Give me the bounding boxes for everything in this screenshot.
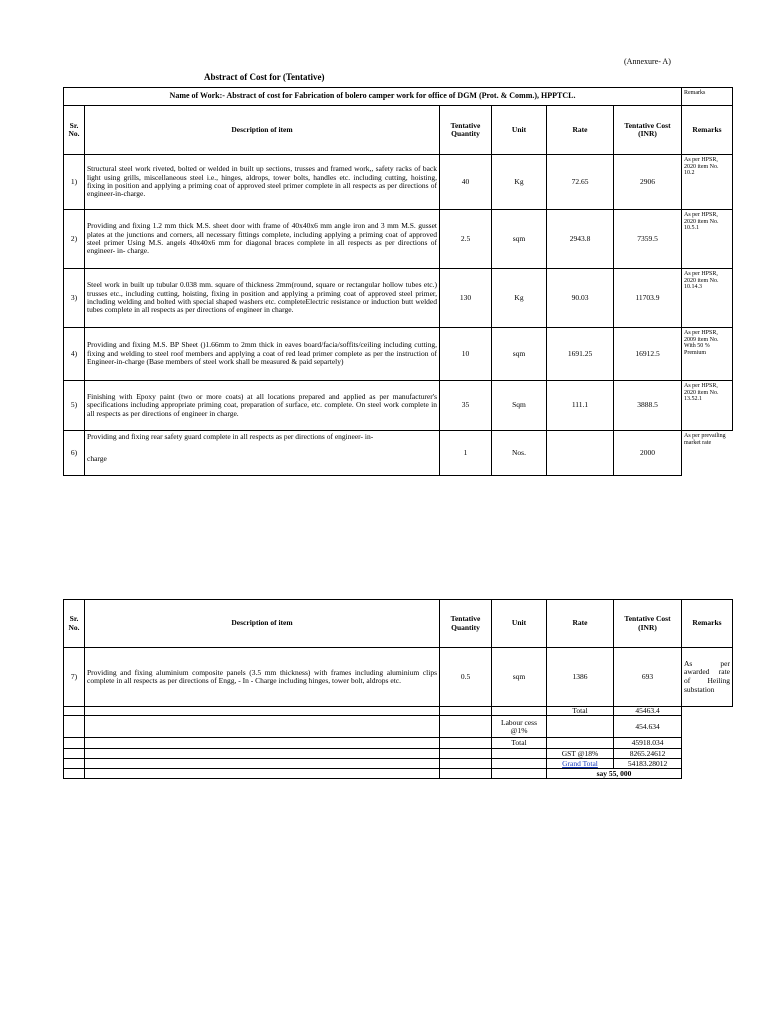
cell-remarks: As per HPSR, 2020 item No. 10.5.1 bbox=[682, 210, 733, 269]
name-of-work: Name of Work:- Abstract of cost for Fabrication of bolero camper work for office of DGM (Prot. & Comm.), HPPTCL. bbox=[64, 88, 682, 106]
cell-quantity: 10 bbox=[440, 328, 492, 381]
summary-row-labour bbox=[64, 716, 733, 738]
cell-rate bbox=[547, 431, 614, 476]
table-row bbox=[64, 269, 733, 328]
cell-rate: 1386 bbox=[547, 648, 614, 707]
cell-quantity: 0.5 bbox=[440, 648, 492, 707]
summary-row-gst bbox=[64, 749, 733, 759]
cell-unit: sqm bbox=[492, 328, 547, 381]
header-quantity: Tentative Quantity bbox=[440, 600, 492, 648]
cell-sr: 1) bbox=[64, 155, 85, 210]
cell-description: Providing and fixing 1.2 mm thick M.S. sheet door with frame of 40x40x6 mm angle iron and 3 mm M.S. gusset plates at the junctions and corners, all necessary fittings complete, including applying a priming coat of approved steel primer Using M.S. angels 40x40x6 mm for diagonal braces complete in all respects as per directions of engineer- in- charge. bbox=[85, 210, 440, 269]
cell-unit: Sqm bbox=[492, 381, 547, 431]
cell-cost: 11703.9 bbox=[614, 269, 682, 328]
header-unit: Unit bbox=[492, 600, 547, 648]
summary-row-grand-total bbox=[64, 759, 733, 769]
header-remarks: Remarks bbox=[682, 600, 733, 648]
table-row bbox=[64, 155, 733, 210]
header-cost: Tentative Cost (INR) bbox=[614, 106, 682, 155]
gst-value: 8265.24612 bbox=[614, 749, 682, 759]
table-row bbox=[64, 431, 733, 476]
total-label: Total bbox=[547, 707, 614, 716]
header-remarks: Remarks bbox=[682, 106, 733, 155]
labour-cess-label: Labour cess @1% bbox=[492, 716, 547, 738]
abstract-title: Abstract of Cost for (Tentative) bbox=[204, 72, 325, 82]
table-header bbox=[64, 600, 733, 648]
table-row bbox=[64, 648, 733, 707]
cell-unit: Kg bbox=[492, 269, 547, 328]
cell-sr: 4) bbox=[64, 328, 85, 381]
cell-rate: 72.65 bbox=[547, 155, 614, 210]
cell-description: Providing and fixing rear safety guard complete in all respects as per directions of engineer- in- bbox=[87, 432, 374, 441]
total2-value: 45918.034 bbox=[614, 738, 682, 749]
cell-sr: 3) bbox=[64, 269, 85, 328]
cell-unit: Nos. bbox=[492, 431, 547, 476]
total2-label: Total bbox=[492, 738, 547, 749]
cell-description: Finishing with Epoxy paint (two or more coats) at all locations prepared and applied as per manufacturer's specifications including appropriate priming coat, preparation of surface, etc. complete. On steel work complete in all respects as per directions of engineer in charge. bbox=[85, 381, 440, 431]
cell-sr: 5) bbox=[64, 381, 85, 431]
grand-total-link[interactable]: Grand Total bbox=[562, 758, 598, 768]
total-value: 45463.4 bbox=[614, 707, 682, 716]
say-amount: say 55, 000 bbox=[547, 769, 682, 779]
cost-table-main bbox=[63, 87, 733, 476]
cell-remarks: As per HPSR, 2020 item No. 13.52.1 bbox=[682, 381, 733, 431]
cell-cost: 693 bbox=[614, 648, 682, 707]
cell-remarks: As per prevailing market rate bbox=[684, 433, 726, 446]
cell-description: Structural steel work riveted, bolted or welded in built up sections, trusses and framed work,, safety racks of back light using grills, miscellaneous steel i.e., hinges, aldrops, tower bolts, handles etc. including cutting, hoisting, fixing in position and applying a priming coat of approved steel primer complete in all respects as per directions of engineer-in-charge. bbox=[85, 155, 440, 210]
header-sr: Sr. No. bbox=[64, 600, 85, 648]
cell-remarks: As per HPSR, 2020 item No. 10.14.3 bbox=[682, 269, 733, 328]
cell-sr: 7) bbox=[64, 648, 85, 707]
header-sr: Sr. No. bbox=[64, 106, 85, 155]
cell-cost: 2906 bbox=[614, 155, 682, 210]
summary-row-total bbox=[64, 707, 733, 716]
cell-quantity: 35 bbox=[440, 381, 492, 431]
summary-row-say bbox=[64, 769, 733, 779]
cell-description: Providing and fixing aluminium composite panels (3.5 mm thickness) with frames including aluminium clips complete in all respects as per directions of Engg, - In - Charge including hinges, tower bolt, aldrops etc. bbox=[85, 648, 440, 707]
header-description: Description of item bbox=[85, 106, 440, 155]
cell-quantity: 1 bbox=[440, 431, 492, 476]
cell-rate: 111.1 bbox=[547, 381, 614, 431]
cell-cost: 2000 bbox=[614, 431, 682, 476]
cell-quantity: 130 bbox=[440, 269, 492, 328]
cell-remarks: As per HPSR, 2009 item No. With 50 % Premium bbox=[682, 328, 733, 381]
summary-row-total2 bbox=[64, 738, 733, 749]
cell-unit: Kg bbox=[492, 155, 547, 210]
annexure-label: (Annexure- A) bbox=[624, 57, 671, 66]
cell-rate: 2943.8 bbox=[547, 210, 614, 269]
cell-remarks: As per HPSR, 2020 item No. 10.2 bbox=[682, 155, 733, 210]
cell-description: Steel work in built up tubular 0.038 mm. square of thickness 2mm(round, square or rectangular hollow tubes etc.) trusses etc., including cutting, hoisting, fixing in position and applying a priming coat of approved steel primer, including welding and bolted with special shaped washers etc. completeElectric resistance or induction butt welded tubes complete in all respects as per directions of engineer in charge. bbox=[85, 269, 440, 328]
table-row bbox=[64, 381, 733, 431]
table-row bbox=[64, 328, 733, 381]
gst-label: GST @18% bbox=[547, 749, 614, 759]
header-rate: Rate bbox=[547, 600, 614, 648]
grand-total-value: 54183.28012 bbox=[614, 759, 682, 769]
cell-sr: 6) bbox=[64, 431, 85, 476]
table-header bbox=[64, 106, 733, 155]
cell-rate: 1691.25 bbox=[547, 328, 614, 381]
header-cost: Tentative Cost (INR) bbox=[614, 600, 682, 648]
cell-quantity: 2.5 bbox=[440, 210, 492, 269]
cell-cost: 7359.5 bbox=[614, 210, 682, 269]
header-unit: Unit bbox=[492, 106, 547, 155]
cell-rate: 90.03 bbox=[547, 269, 614, 328]
cell-unit: sqm bbox=[492, 648, 547, 707]
header-quantity: Tentative Quantity bbox=[440, 106, 492, 155]
remarks-top-label: Remarks bbox=[682, 88, 733, 106]
cell-remarks: As per awarded rate of Heiling substation bbox=[682, 648, 733, 707]
table-row bbox=[64, 210, 733, 269]
cell-cost: 16912.5 bbox=[614, 328, 682, 381]
cell-description: Providing and fixing M.S. BP Sheet ()1.66mm to 2mm thick in eaves board/facia/soffits/ceiling including cutting, fixing and welding to steel roof members and applying a coat of red lead primer complete as per the instruction of Engineer-in-charge (Base members of steel work shall be measured & paid separtely) bbox=[85, 328, 440, 381]
cell-cost: 3888.5 bbox=[614, 381, 682, 431]
cell-sr: 2) bbox=[64, 210, 85, 269]
header-description: Description of item bbox=[85, 600, 440, 648]
labour-cess-value: 454.634 bbox=[614, 716, 682, 738]
cost-table-continued bbox=[63, 599, 733, 779]
cell-description-tail: charge bbox=[87, 454, 107, 464]
cell-unit: sqm bbox=[492, 210, 547, 269]
cell-quantity: 40 bbox=[440, 155, 492, 210]
header-rate: Rate bbox=[547, 106, 614, 155]
